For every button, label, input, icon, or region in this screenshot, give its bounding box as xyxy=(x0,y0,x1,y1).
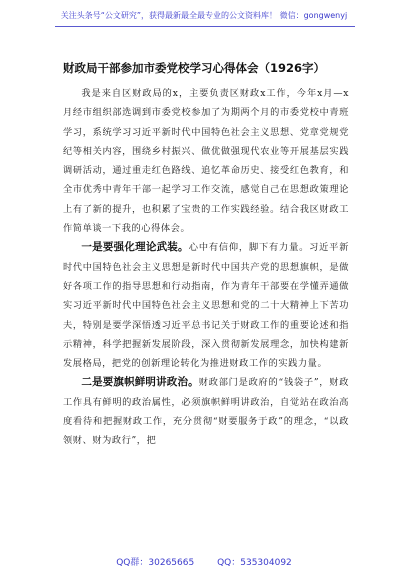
paragraph-intro xyxy=(63,84,349,238)
document-title: 财政局干部参加市委党校学习心得体会（1926字） xyxy=(63,61,326,75)
paragraph-text: 心中有信仰，脚下有力量。习近平新时代中国特色社会主义思想是新时代中国共产党的思想旗帜，是做好各项工作的指导思想和行动指南，作为青年干部要在学懂弄通做实习近平新时代中国特色社会主义思想和党的二十大精神上下苦功夫，特别是要学深悟透习近平总书记关于财政工作的重要论述和指示精神，科学把握新发展阶段，深入贯彻新发展理念，加快构建新发展格局，把党的创新理论转化为推进财政工作的实践力量。 xyxy=(63,242,349,370)
paragraph-text: 财政部门是政府的“钱袋子”，财政工作具有鲜明的政治属性，必须旗帜鲜明讲政治，自觉站在政治高度看待和把握财政工作，充分贯彻“财要服务于政”的理念，“以政领财、财为政行”，把 xyxy=(63,377,350,447)
header-banner: 关注头条号“公文研究”，获得最新最全最专业的公文资料库！ 微信：gongwenyj xyxy=(60,11,348,20)
paragraph-politics xyxy=(63,373,349,450)
paragraph-text: 我是来自区财政局的x，主要负责区财政x工作，今年x月—x月经市组织部选调到市委党校参加了为期两个月的市委党校中青班学习，系统学习习近平新时代中国特色社会主义思想、党章党规党纪等相关内容，围绕乡村振兴、做优做强现代农业等开展基层实践调研活动，通过重走红色路线、追忆革命历史、接受红色教育，和全市优秀中青年干部一起学习工作交流，感觉自己在思想政策理论上有了新的提升，也积累了宝贵的工作实践经验。结合我区财政工作简单谈一下我的心得体会。 xyxy=(63,88,349,235)
footer-qq: QQ：535304092 xyxy=(217,558,292,568)
header-divider xyxy=(55,26,355,27)
paragraph-theory xyxy=(63,238,349,373)
paragraph-lead: 一是要强化理论武装。 xyxy=(81,241,189,254)
footer-qq-group: QQ群：30265665 xyxy=(116,558,195,568)
document-body xyxy=(63,60,349,451)
paragraph-lead: 二是要旗帜鲜明讲政治。 xyxy=(81,376,199,389)
footer-contact xyxy=(0,555,408,568)
